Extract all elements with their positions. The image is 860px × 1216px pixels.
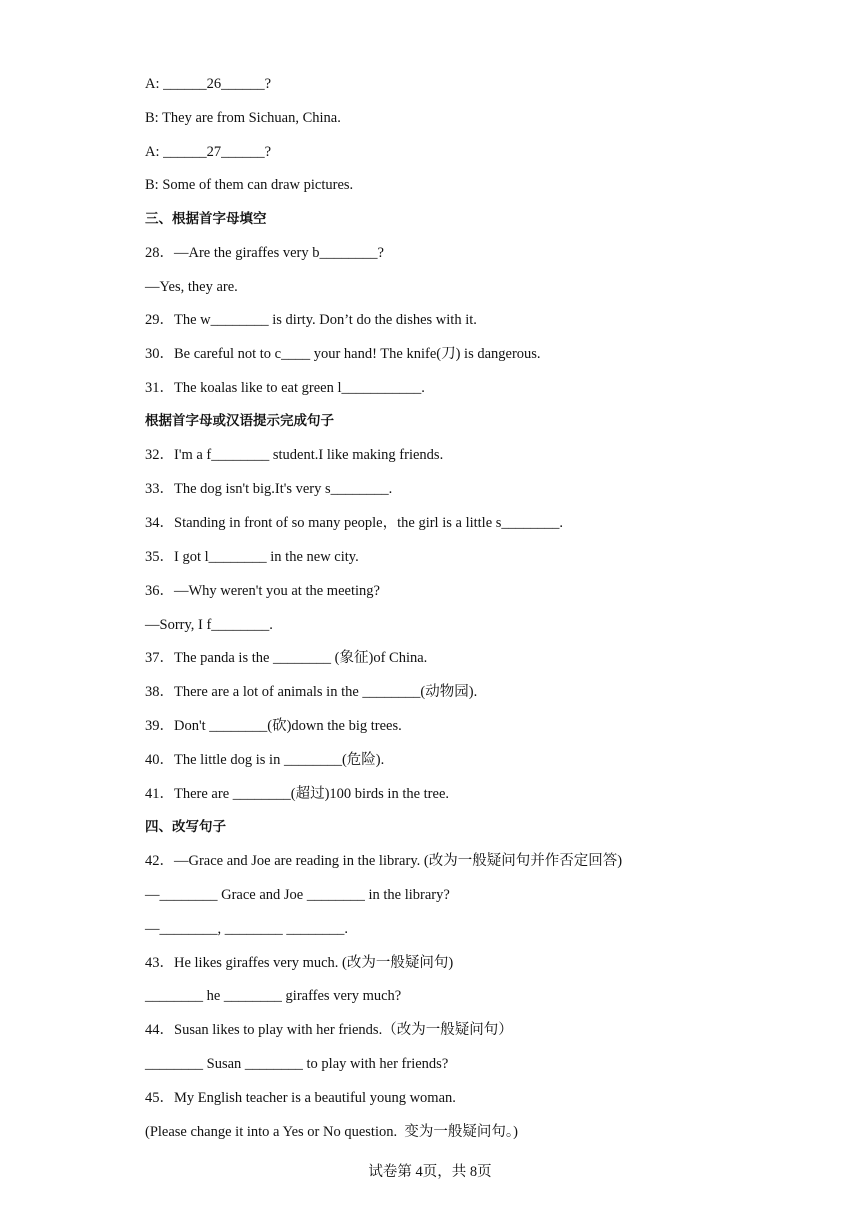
question-45-instruction: (Please change it into a Yes or No question. 变为一般疑问句。) bbox=[145, 1124, 518, 1140]
question-36: 36．—Why weren't you at the meeting? bbox=[145, 583, 380, 599]
question-42-line2: —________, ________ ________. bbox=[145, 921, 348, 937]
section-heading-3: 三、根据首字母填空 bbox=[145, 211, 267, 227]
section-heading-4: 四、改写句子 bbox=[145, 819, 226, 835]
dialogue-line-b1: B: They are from Sichuan, China. bbox=[145, 110, 341, 126]
question-36-answer: —Sorry, I f________. bbox=[145, 617, 273, 633]
question-29: 29．The w________ is dirty. Don’t do the dishes with it. bbox=[145, 312, 477, 328]
dialogue-line-a26: A: ______26______? bbox=[145, 76, 272, 92]
question-35: 35．I got l________ in the new city. bbox=[145, 549, 359, 565]
question-43: 43．He likes giraffes very much. (改为一般疑问句) bbox=[145, 955, 454, 971]
question-28-answer: —Yes, they are. bbox=[145, 279, 238, 295]
question-43-answer: ________ he ________ giraffes very much? bbox=[145, 988, 402, 1004]
question-32: 32．I'm a f________ student.I like making friends. bbox=[145, 447, 444, 463]
question-31: 31．The koalas like to eat green l___________. bbox=[145, 380, 425, 396]
dialogue-line-a27: A: ______27______? bbox=[145, 144, 272, 160]
question-37: 37．The panda is the ________ (象征)of China. bbox=[145, 650, 428, 666]
question-44-answer: ________ Susan ________ to play with her friends? bbox=[145, 1056, 449, 1072]
question-34: 34．Standing in front of so many people，the girl is a little s________. bbox=[145, 515, 564, 531]
question-45: 45．My English teacher is a beautiful young woman. bbox=[145, 1090, 456, 1106]
question-30: 30．Be careful not to c____ your hand! The knife(刀) is dangerous. bbox=[145, 346, 541, 362]
dialogue-line-b2: B: Some of them can draw pictures. bbox=[145, 177, 354, 193]
question-42: 42．—Grace and Joe are reading in the library. (改为一般疑问句并作否定回答) bbox=[145, 853, 623, 869]
question-44: 44．Susan likes to play with her friends.（改为一般疑问句） bbox=[145, 1022, 513, 1038]
question-42-line1: —________ Grace and Joe ________ in the library? bbox=[145, 887, 450, 903]
page-footer: 试卷第 4页，共 8页 bbox=[368, 1164, 492, 1180]
question-38: 38．There are a lot of animals in the ________(动物园). bbox=[145, 684, 478, 700]
question-39: 39．Don't ________(砍)down the big trees. bbox=[145, 718, 402, 734]
question-40: 40．The little dog is in ________(危险). bbox=[145, 752, 385, 768]
question-28: 28．—Are the giraffes very b________? bbox=[145, 245, 384, 261]
question-33: 33．The dog isn't big.It's very s________. bbox=[145, 481, 393, 497]
section-heading-hints: 根据首字母或汉语提示完成句子 bbox=[145, 413, 334, 429]
question-41: 41．There are ________(超过)100 birds in the tree. bbox=[145, 786, 450, 802]
